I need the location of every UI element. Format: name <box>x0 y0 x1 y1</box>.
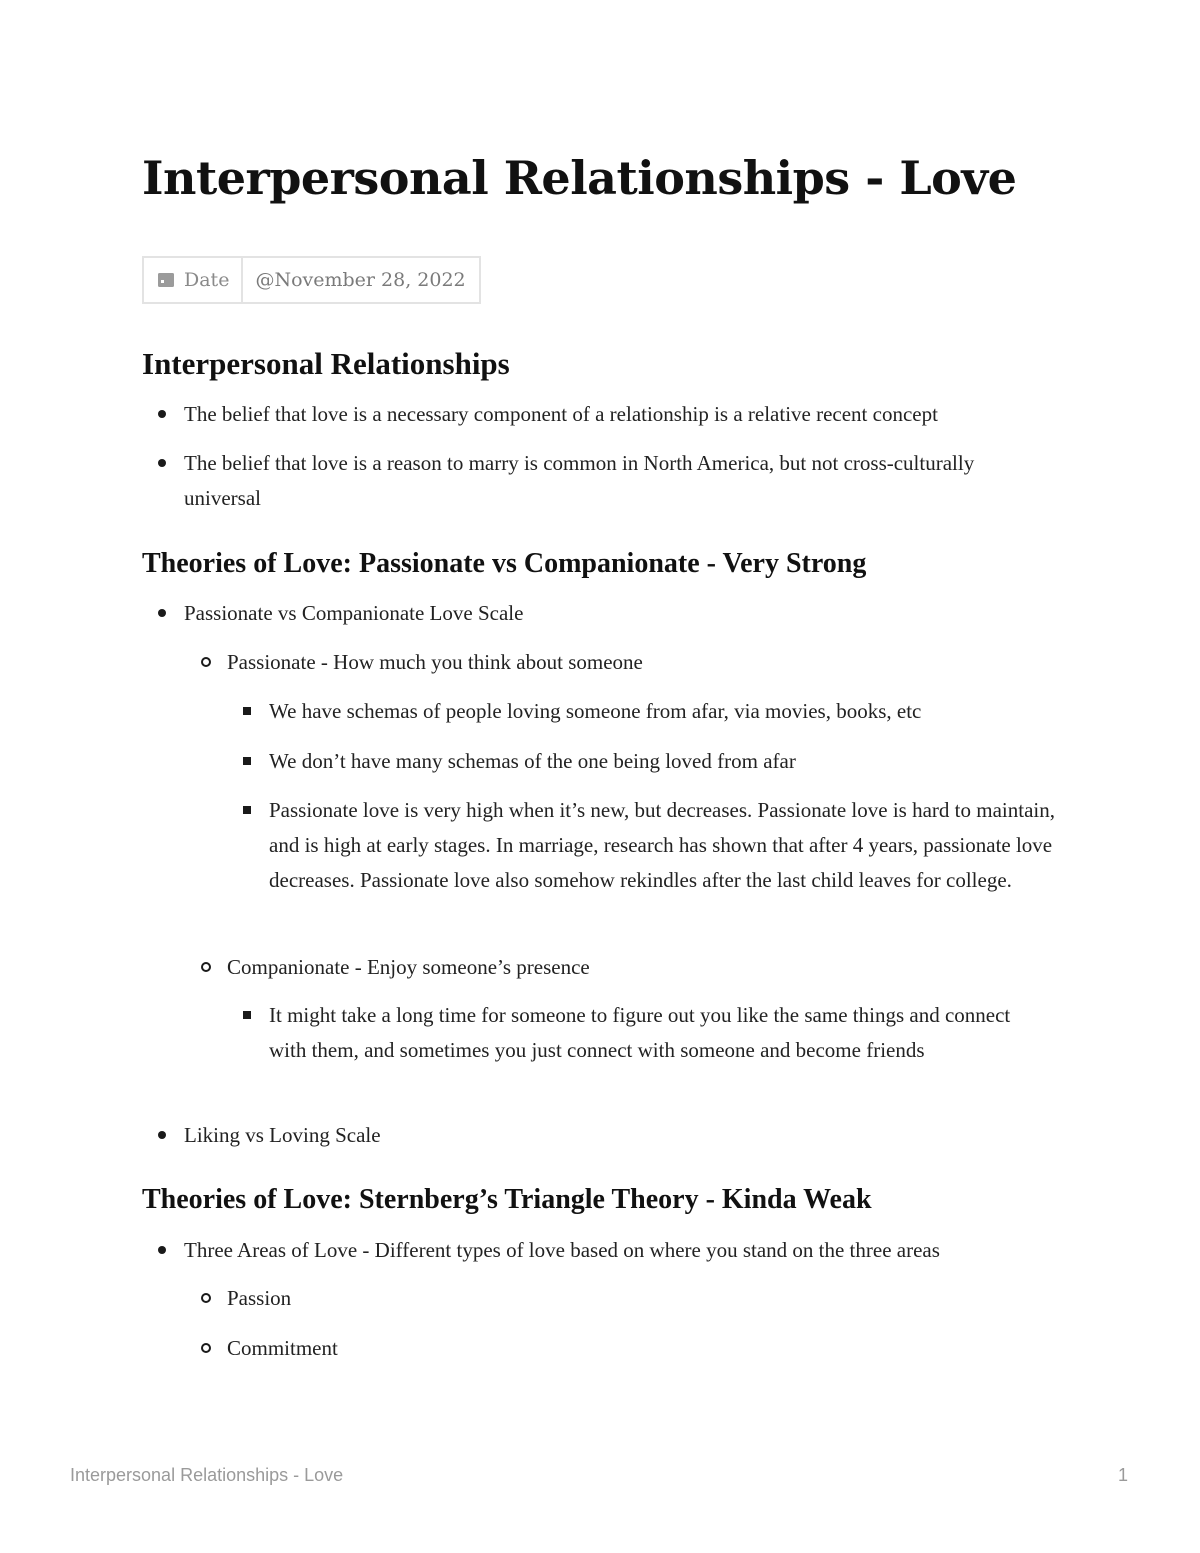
list-item-text: It might take a long time for someone to figure out you like the same things and connect with them, and sometimes you just connect with someone and become friends <box>269 1003 1011 1062</box>
bullet-circle <box>201 1343 211 1353</box>
list-item-text: The belief that love is a necessary component of a relationship is a relative recent concept <box>184 402 938 426</box>
bullet-circle <box>201 962 211 972</box>
list-item-text: Passion <box>227 1286 292 1310</box>
section-heading: Theories of Love: Sternberg’s Triangle Theory - Kinda Weak <box>142 1184 872 1215</box>
bullet-disc <box>158 410 166 418</box>
bullet-circle <box>201 657 211 667</box>
list-item <box>227 1281 1027 1316</box>
list-item-text: We don’t have many schemas of the one being loved from afar <box>269 749 796 773</box>
list-item-text: Companionate - Enjoy someone’s presence <box>227 955 590 979</box>
list-item <box>184 397 1084 432</box>
list-item <box>227 645 1047 680</box>
bullet-disc <box>158 459 166 467</box>
property-date-row <box>142 256 481 304</box>
bullet-disc <box>158 609 166 617</box>
list-item <box>269 744 1069 779</box>
list-item-text: Commitment <box>227 1336 338 1360</box>
list-item <box>269 793 1069 898</box>
page-number: 1 <box>1118 1465 1129 1485</box>
list-item-text: The belief that love is a reason to marry is common in North America, but not cross-culturally universal <box>184 451 975 510</box>
list-item <box>184 1233 1084 1268</box>
bullet-disc <box>158 1246 166 1254</box>
section-heading: Theories of Love: Passionate vs Companionate - Very Strong <box>142 548 867 579</box>
property-date-value[interactable]: @November 28, 2022 <box>255 269 466 291</box>
list-item <box>184 596 1044 631</box>
property-label <box>144 258 243 302</box>
list-item-text: Passionate love is very high when it’s new, but decreases. Passionate love is hard to maintain, and is high at early stages. In marriage, research has shown that after 4 years, passionate love decreases. Passionate love also somehow rekindles after the last child leaves for college. <box>269 798 1055 892</box>
bullet-square <box>243 757 251 765</box>
bullet-square <box>243 1011 251 1019</box>
list-item <box>184 446 994 516</box>
calendar-icon <box>158 273 174 287</box>
list-item-text: Three Areas of Love - Different types of love based on where you stand on the three areas <box>184 1238 940 1262</box>
list-item <box>227 1331 1027 1366</box>
section-heading: Interpersonal Relationships <box>142 346 510 381</box>
list-item <box>269 694 1069 729</box>
list-item <box>227 950 1047 985</box>
list-item-text: We have schemas of people loving someone from afar, via movies, books, etc <box>269 699 922 723</box>
list-item <box>184 1118 1044 1153</box>
bullet-disc <box>158 1131 166 1139</box>
list-item-text: Liking vs Loving Scale <box>184 1123 381 1147</box>
list-item <box>269 998 1049 1068</box>
list-item-text: Passionate - How much you think about someone <box>227 650 643 674</box>
list-item-text: Passionate vs Companionate Love Scale <box>184 601 524 625</box>
page-title: Interpersonal Relationships - Love <box>142 151 1017 205</box>
footer-title: Interpersonal Relationships - Love <box>70 1465 344 1485</box>
bullet-circle <box>201 1293 211 1303</box>
bullet-square <box>243 707 251 715</box>
bullet-square <box>243 806 251 814</box>
property-label-text: Date <box>184 269 230 291</box>
